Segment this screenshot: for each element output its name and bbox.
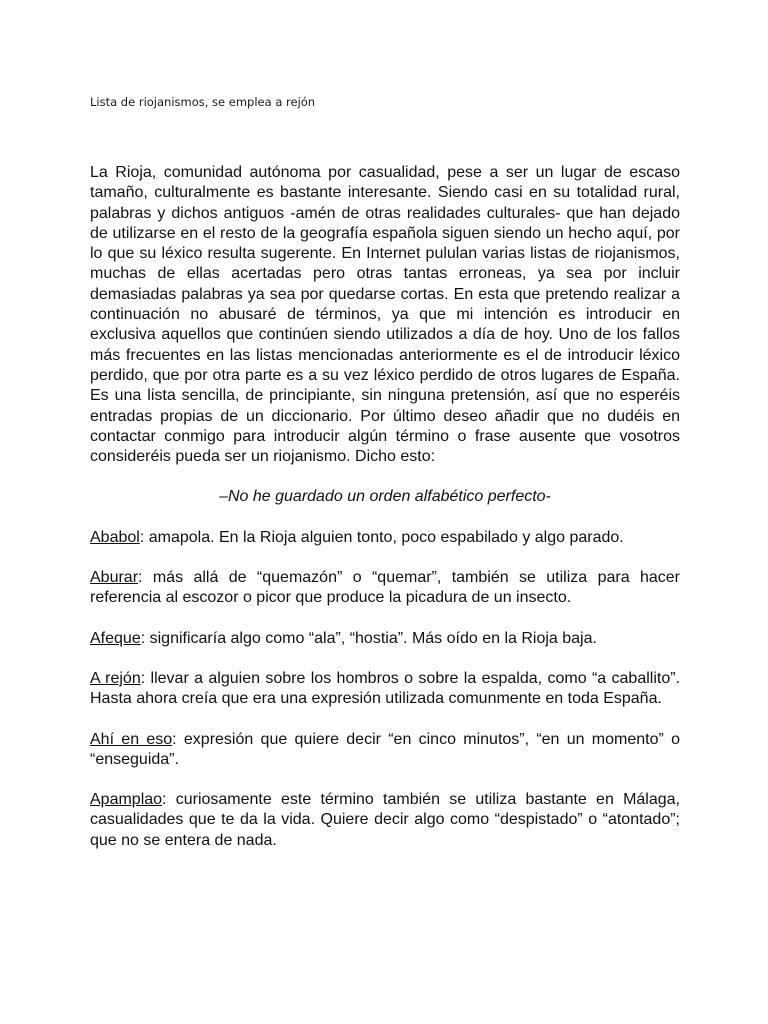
glossary-definition: : amapola. En la Rioja alguien tonto, poco espabilado y algo parado. bbox=[139, 528, 624, 546]
glossary-term: Apamplao bbox=[90, 791, 163, 809]
glossary-entry-ababol bbox=[90, 528, 680, 548]
list-subtitle: –No he guardado un orden alfabético perfecto- bbox=[219, 488, 551, 506]
glossary-definition: : llevar a alguien sobre los hombros o sobre la espalda, como “a caballito”. Hasta ahora creía que era una expresión utilizada comunmente en toda España. bbox=[90, 669, 681, 708]
glossary-term: Afeque bbox=[90, 629, 141, 647]
glossary-definition: : curiosamente este término también se utiliza bastante en Málaga, casualidades que te da la vida. Quiere decir algo como “despistado” o “atontado”; que no se entera de nada. bbox=[90, 791, 680, 849]
glossary-entry-aburar bbox=[90, 568, 680, 609]
intro-paragraph: La Rioja, comunidad autónoma por casualidad, pese a ser un lugar de escaso tamaño, culturalmente es bastante interesante. Siendo casi en su totalidad rural, palabras y dichos antiguos -amén de otras realidades culturales- que han dejado de utilizarse en el resto de la geografía española siguen siendo un hecho aquí, por lo que su léxico resulta sugerente. En Internet pululan varias listas de riojanismos, muchas de ellas acertadas pero otras tantas erroneas, ya sea por incluir demasiadas palabras ya sea por quedarse cortas. En esta que pretendo realizar a continuación no abusaré de términos, ya que mi intención es introducir en exclusiva aquellos que continúen siendo utilizados a día de hoy. Uno de los fallos más frecuentes en las listas mencionadas anteriormente es el de introducir léxico perdido, que por otra parte es a su vez léxico perdido de otros lugares de España. Es una lista sencilla, de principiante, sin ninguna pretensión, así que no esperéis entradas propias de un diccionario. Por último deseo añadir que no dudéis en contactar conmigo para introducir algún término o frase ausente que vosotros consideréis pueda ser un riojanismo. Dicho esto: bbox=[90, 164, 680, 466]
glossary-definition: : más allá de “quemazón” o “quemar”, también se utiliza para hacer referencia al escozor o picor que produce la picadura de un insecto. bbox=[90, 569, 680, 607]
glossary-term: Ababol bbox=[90, 528, 140, 546]
glossary-entry-apamplao bbox=[90, 790, 680, 851]
glossary-definition: : significaría algo como “ala”, “hostia”. Más oído en la Rioja baja. bbox=[140, 629, 597, 647]
glossary-definition: : expresión que quiere decir “en cinco minutos”, “en un momento” o “enseguida”. bbox=[90, 730, 681, 768]
glossary-term: Aburar bbox=[90, 569, 139, 587]
document-body bbox=[90, 163, 680, 851]
glossary-entry-afeque bbox=[90, 629, 680, 649]
glossary-term: Ahí en eso bbox=[90, 730, 173, 748]
glossary-term: A rejón bbox=[90, 669, 141, 687]
glossary-entry-a-rejon bbox=[90, 669, 680, 710]
document-header: Lista de riojanismos, se emplea a rejón bbox=[90, 95, 316, 109]
glossary-entry-ahi-en-eso bbox=[90, 730, 680, 771]
